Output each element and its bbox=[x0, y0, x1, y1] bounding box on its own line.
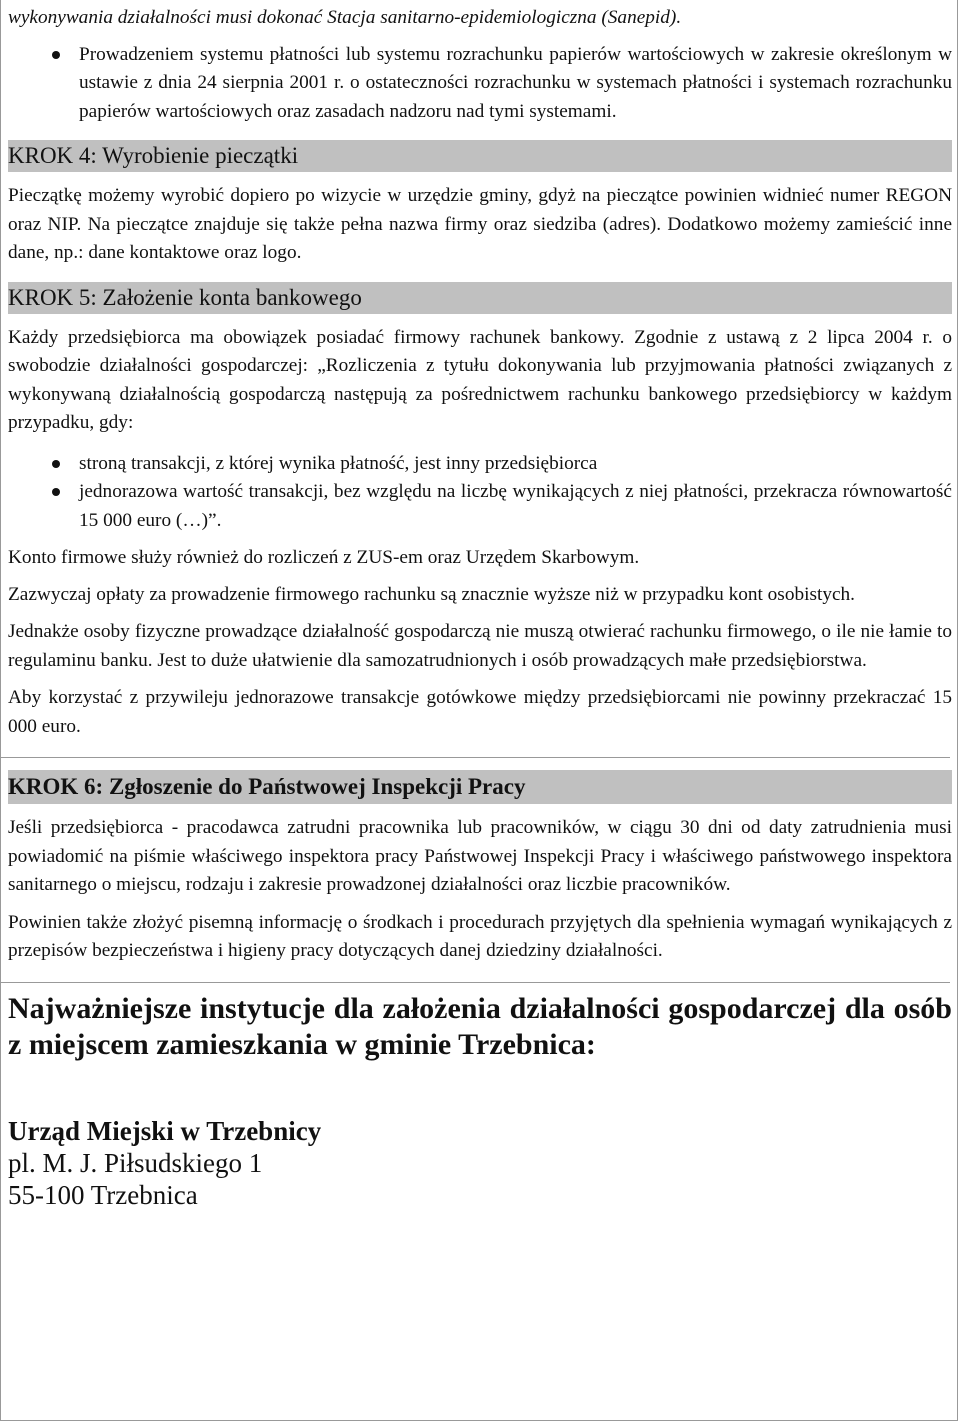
intro-text: wykonywania działalności musi dokonać Stacja sanitarno-epidemiologiczna (Sanepid). bbox=[8, 7, 682, 28]
krok5-paragraph-5: Aby korzystać z przywileju jednorazowe transakcje gotówkowe między przedsiębiorcami nie powinny przekraczać 15 000 euro. bbox=[8, 687, 952, 737]
office-name: Urząd Miejski w Trzebnicy bbox=[8, 1115, 322, 1146]
office-street: pl. M. J. Piłsudskiego 1 bbox=[8, 1147, 263, 1178]
krok5-heading: KROK 5: Założenie konta bankowego bbox=[8, 282, 952, 314]
krok5-bullet-list bbox=[8, 450, 952, 536]
section-divider bbox=[0, 982, 950, 983]
krok6-paragraph-2: Powinien także złożyć pisemną informację o środkach i procedurach przyjętych dla spełnienia wymagań wynikających z przepisów bezpieczeństwa i higieny pracy dotyczących danej dziedziny działalności. bbox=[8, 911, 952, 961]
list-item bbox=[8, 41, 952, 127]
bullet-icon bbox=[52, 460, 60, 468]
page-border-left bbox=[0, 0, 1, 1421]
krok6-heading: KROK 6: Zgłoszenie do Państwowej Inspekcji Pracy bbox=[8, 770, 952, 804]
krok5-paragraph-3: Zazwyczaj opłaty za prowadzenie firmowego rachunku są znacznie wyższe niż w przypadku kont osobistych. bbox=[8, 583, 855, 605]
krok6-paragraph-1: Jeśli przedsiębiorca - pracodawca zatrudni pracownika lub pracowników, w ciągu 30 dni od daty zatrudnienia musi powiadomić na piśmie właściwego inspektora pracy Państwowej Inspekcji Pracy i właściwego państwowego inspektora sanitarnego o miejscu, rodzaju i zakresie prowadzonej działalności oraz liczbie pracowników. bbox=[8, 817, 952, 895]
list-item bbox=[8, 450, 952, 479]
page-border-right bbox=[957, 0, 958, 1421]
intro-bullet-list bbox=[8, 41, 952, 127]
bullet-icon bbox=[52, 51, 60, 59]
krok5-paragraph-2: Konto firmowe służy również do rozliczeń z ZUS-em oraz Urzędem Skarbowym. bbox=[8, 547, 640, 568]
bullet-icon bbox=[52, 488, 60, 496]
section-divider bbox=[0, 757, 950, 758]
institutions-title: Najważniejsze instytucje dla założenia działalności gospodarczej dla osób z miejscem zamieszkania w gminie Trzebnica: bbox=[8, 991, 952, 1061]
list-item-text: jednorazowa wartość transakcji, bez względu na liczbę wynikających z niej płatności, przekracza równowartość 15 000 euro (…)”. bbox=[79, 481, 952, 531]
krok4-paragraph: Pieczątkę możemy wyrobić dopiero po wizycie w urzędzie gminy, gdyż na pieczątce powinien widnieć numer REGON oraz NIP. Na pieczątce znajduje się także pełna nazwa firmy oraz siedziba (adres). Dodatkowo możemy zamieścić inne dane, np.: dane kontaktowe oraz logo. bbox=[8, 185, 952, 263]
list-item-text: stroną transakcji, z której wynika płatność, jest inny przedsiębiorca bbox=[79, 452, 598, 474]
list-item-text: Prowadzeniem systemu płatności lub systemu rozrachunku papierów wartościowych w zakresie określonym w ustawie z dnia 24 sierpnia 2001 r. o ostateczności rozrachunku w systemach płatności i systemach rozrachunku papierów wartościowych oraz zasadach nadzoru nad tymi systemami. bbox=[79, 43, 952, 122]
krok5-paragraph-1: Każdy przedsiębiorca ma obowiązek posiadać firmowy rachunek bankowy. Zgodnie z ustawą z 2 lipca 2004 r. o swobodzie działalności gospodarczej: „Rozliczenia z tytułu dokonywania lub przyjmowania płatności związanych z wykonywaną działalnością gospodarczą następują za pośrednictwem rachunku bankowego przedsiębiorcy w każdym przypadku, gdy: bbox=[8, 326, 952, 433]
office-city: 55-100 Trzebnica bbox=[8, 1179, 198, 1210]
krok4-heading: KROK 4: Wyrobienie pieczątki bbox=[8, 140, 952, 172]
krok5-paragraph-4: Jednakże osoby fizyczne prowadzące działalność gospodarczą nie muszą otwierać rachunku firmowego, o ile nie łamie to regulaminu banku. Jest to duże ułatwienie dla samozatrudnionych i osób prowadzących małe przedsiębiorstwa. bbox=[8, 621, 952, 671]
document-content bbox=[8, 0, 952, 1211]
list-item bbox=[8, 478, 952, 535]
